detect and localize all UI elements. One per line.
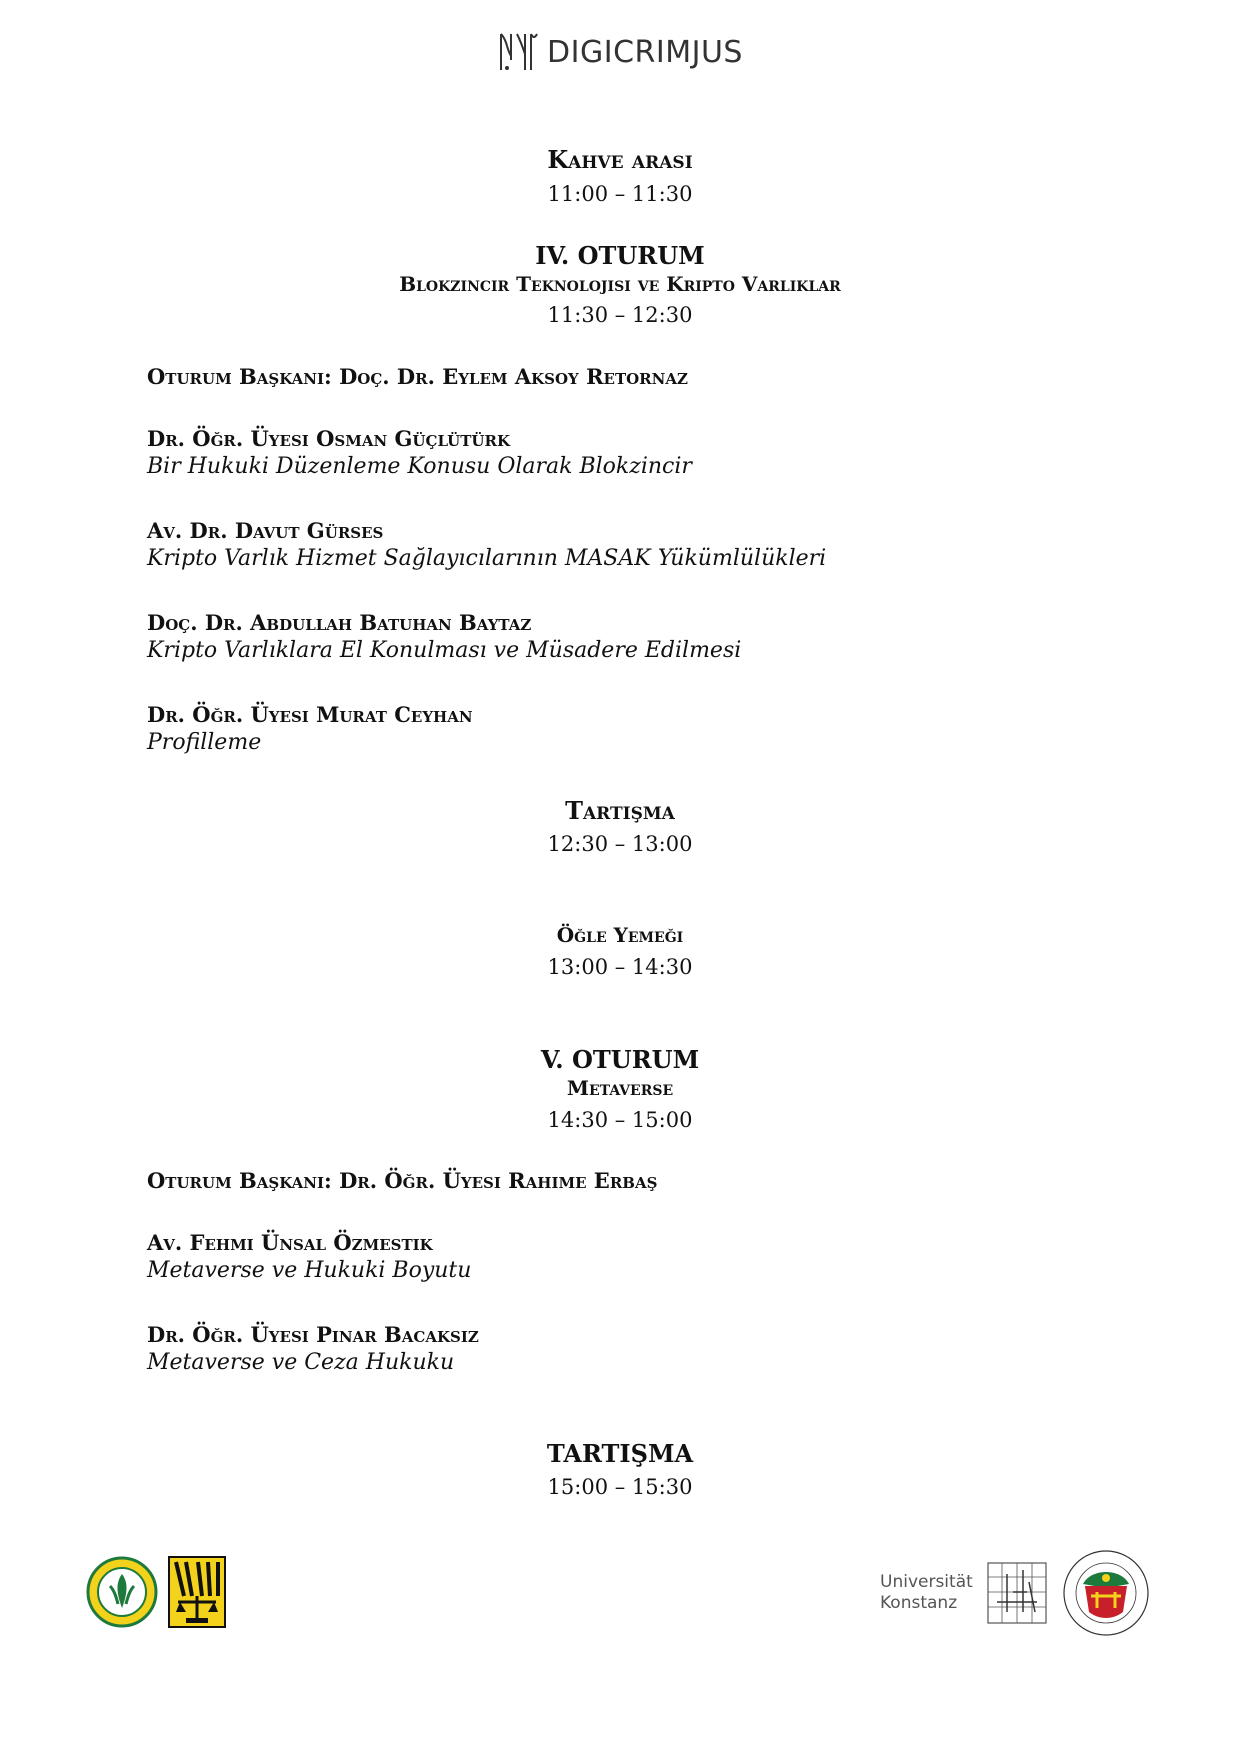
talk-title: Kripto Varlık Hizmet Sağlayıcılarının MASAK Yükümlülükleri	[147, 546, 827, 571]
footer-logos-left	[86, 1556, 226, 1628]
lunch-time: 13:00 – 14:30	[547, 955, 693, 979]
session-4-time: 11:30 – 12:30	[547, 303, 693, 327]
session-4-chair: Oturum Başkanı: Doç. Dr. Eylem Aksoy Retornaz	[147, 364, 688, 389]
speaker-name: Doç. Dr. Abdullah Batuhan Baytaz	[147, 610, 532, 635]
speaker-name: Dr. Öğr. Üyesi Pınar Bacaksız	[147, 1322, 479, 1347]
session-4-topic: Blokzincir Teknolojisi ve Kripto Varlıklar	[399, 272, 841, 296]
talk-title: Kripto Varlıklara El Konulması ve Müsadere Edilmesi	[147, 638, 742, 663]
session-4-title: IV. OTURUM	[535, 241, 705, 270]
footer-logos-right	[880, 1548, 1151, 1638]
talk-title: Bir Hukuki Düzenleme Konusu Olarak Blokzincir	[147, 454, 692, 479]
konstanz-grid-logo-icon	[987, 1562, 1047, 1624]
page-header	[0, 30, 1240, 74]
konstanz-line-1: Universität	[880, 1572, 973, 1592]
session-5-topic: Metaverse	[566, 1076, 674, 1100]
talk-title: Metaverse ve Hukuki Boyutu	[147, 1258, 472, 1283]
talk-title: Profilleme	[147, 730, 262, 755]
session-5-time: 14:30 – 15:00	[547, 1108, 693, 1132]
discussion-2-time: 15:00 – 15:30	[547, 1475, 693, 1499]
session-5-chair: Oturum Başkanı: Dr. Öğr. Üyesi Rahime Erbaş	[147, 1168, 658, 1193]
university-emblem-icon	[1061, 1548, 1151, 1638]
discussion-2-heading: TARTIŞMA	[546, 1439, 694, 1468]
konstanz-logo-text	[880, 1572, 973, 1614]
talk-title: Metaverse ve Ceza Hukuku	[147, 1350, 455, 1375]
digicrimjus-logo-icon	[497, 30, 539, 74]
coffee-break-time: 11:00 – 11:30	[547, 182, 693, 206]
speaker-name: Av. Dr. Davut Gürses	[147, 518, 384, 543]
speaker-name: Dr. Öğr. Üyesi Osman Güçlütürk	[147, 426, 511, 451]
brand-name: DIGICRIMJUS	[547, 34, 743, 70]
discussion-1-heading: Tartışma	[565, 796, 675, 825]
discussion-1-time: 12:30 – 13:00	[547, 832, 693, 856]
coffee-break-heading: Kahve arası	[547, 145, 693, 174]
istanbul-university-seal-icon	[86, 1556, 158, 1628]
law-faculty-logo-icon	[168, 1556, 226, 1628]
konstanz-line-2: Konstanz	[880, 1593, 958, 1613]
session-5-title: V. OTURUM	[540, 1045, 700, 1074]
speaker-name: Av. Fehmi Ünsal Özmestik	[147, 1230, 433, 1255]
speaker-name: Dr. Öğr. Üyesi Murat Ceyhan	[147, 702, 473, 727]
lunch-heading: Öğle Yemeği	[556, 923, 684, 947]
